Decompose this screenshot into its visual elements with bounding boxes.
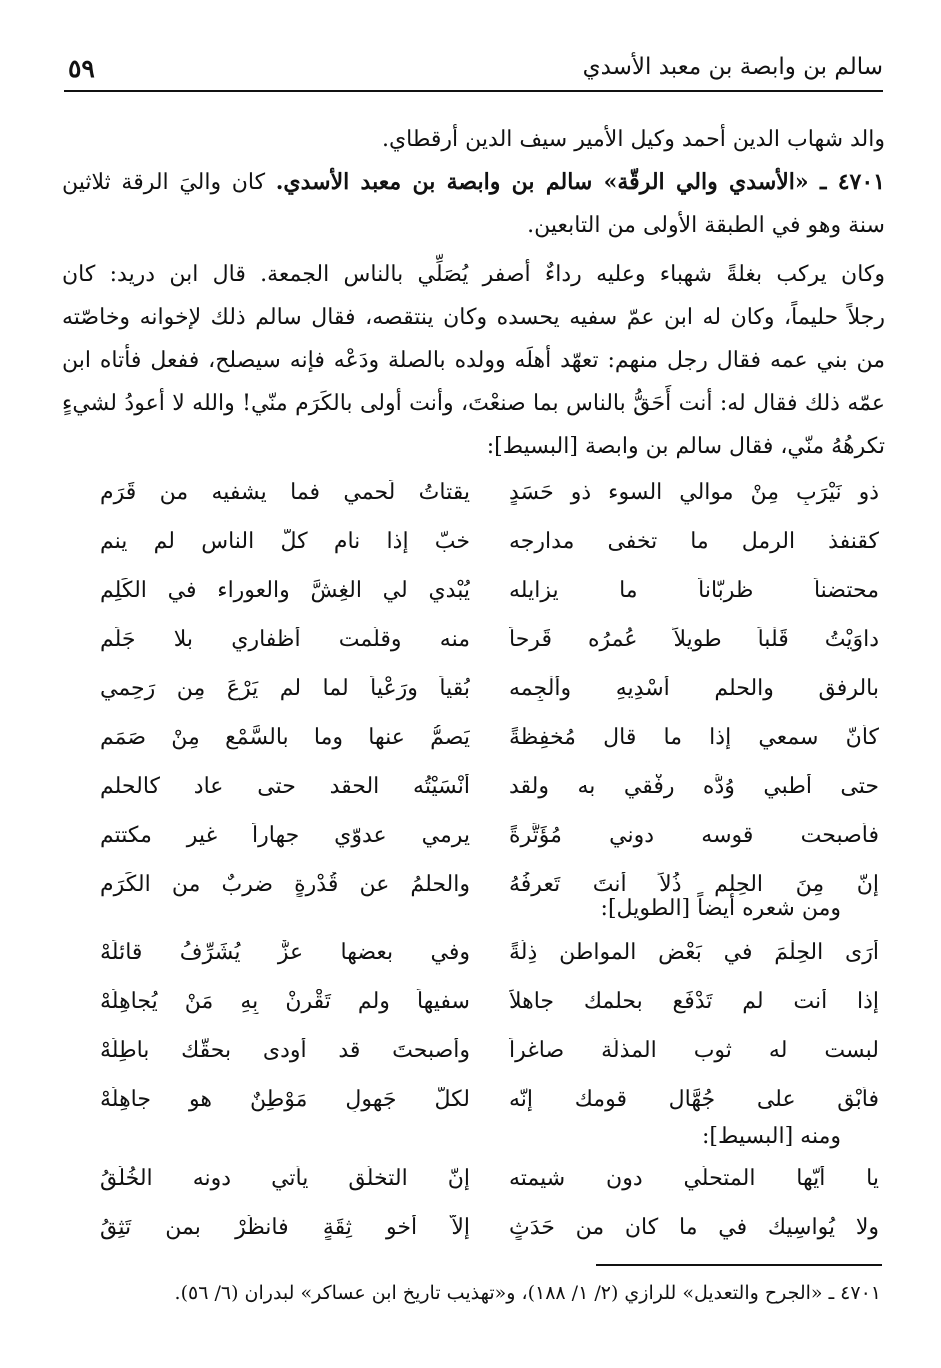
hemistich-second: يقتاتُ لَحمي فما يشفيه من قَرَمِ (100, 480, 470, 505)
hemistich-first: محتضناً ظربّاناً ما يزايله (509, 578, 879, 603)
hemistich-second: أنْسَيْتُه الحقد حتى عاد كالحلم (100, 774, 470, 799)
footnote: ٤٧٠١ ـ «الجرح والتعديل» للرازي (٢/ ١/ ١٨٨)، و«تهذيب تاريخ ابن عساكر» لبدران (٦/ ٥٦). (174, 1282, 881, 1304)
verse (100, 774, 879, 823)
paragraph-line: من بني عمه فقال رجل منهم: تعهّد أهلَه وولده بالصلة ودَعْه فإنه سيصلح، ففعل فأتاه ابن (62, 348, 885, 373)
text-line: سنة وهو في الطبقة الأولى من التابعين. (527, 213, 885, 238)
paragraph-line: عمّه ذلك فقال له: أنت أَحَقُّ بالناس بما صنعْتَ، وأنت أولى بالكَرَم منّي! والله لا أعودُ لشيءٍ (62, 391, 885, 416)
body-text (62, 118, 885, 468)
verse (100, 1038, 879, 1087)
hemistich-second: يَصمُّ عنها وما بالسَّمْعِ مِنْ صَمَمِ (100, 725, 470, 750)
poem-intro: ومن شعره أيضاً [الطويل]: (600, 896, 841, 921)
verse (100, 823, 879, 872)
header-title: سالم بن وابصة بن معبد الأسدي (582, 54, 883, 80)
hemistich-second: يرمي عدوّي جهاراً غير مكتتم (100, 823, 470, 848)
hemistich-second: منه وقلّمت أظفاري بلا جَلَمِ (100, 627, 470, 652)
hemistich-first: كقنفذ الرمل ما تخفى مدارجه (509, 529, 879, 554)
verse (100, 480, 879, 529)
verse (100, 578, 879, 627)
hemistich-second: لكلّ جَهولٍ مَوْطِنٌ هو جاهِلُهْ (100, 1087, 470, 1112)
hemistich-second: وأصبحتَ قد أودى بحقّك باطِلُهْ (100, 1038, 470, 1063)
running-header (64, 50, 883, 92)
paragraph-line: وكان يركب بغلةً شهباء وعليه رداءٌ أصفر يُصَلِّي بالناس الجمعة. قال ابن دريد: كان (62, 262, 885, 287)
hemistich-first: فأَبْقِ على جُهَّال قومك إنّه (509, 1087, 879, 1112)
hemistich-second: بُقياً ورَعْياً لما لم يَرْعَ مِن رَحِمي (100, 676, 470, 701)
hemistich-first: ولا يُواسِيك في ما كان من حَدَثٍ (509, 1215, 879, 1240)
poem-tawil (100, 940, 879, 1136)
verse (100, 627, 879, 676)
verse (100, 989, 879, 1038)
verse (100, 1215, 879, 1264)
verse (100, 529, 879, 578)
hemistich-first: فأصبحت قوسه دوني مُؤَتَّرةً (509, 823, 879, 848)
page-number: ٥٩ (68, 54, 95, 83)
hemistich-first: لبست له ثوب المذلّة صاغراً (509, 1038, 879, 1063)
hemistich-second: يُبْدي لي الغِشَّ والعوراء في الكَلِمِ (100, 578, 470, 603)
verse (100, 1166, 879, 1215)
hemistich-first: حتى أطبي وُدُّه رِفْقي به ولقد (509, 774, 879, 799)
verse (100, 725, 879, 774)
hemistich-second: إنّ التخلّق يأتي دونه الخُلُقُ (100, 1166, 470, 1191)
entry-heading: ٤٧٠١ ـ «الأسدي والي الرقّة» سالم بن وابصة بن معبد الأسدي. (275, 169, 885, 195)
hemistich-second: إلاّ أخو ثِقَةٍ فانظُرْ بمن تَثِقُ (100, 1215, 470, 1240)
poem-basit-2 (100, 1166, 879, 1264)
hemistich-first: أرَى الحِلْمَ في بَعْضِ المواطنِ ذِلَّةً (509, 940, 879, 965)
text-line: والد شهاب الدين أحمد وكيل الأمير سيف الدين أرقطاي. (381, 127, 885, 152)
poem-intro: ومنه [البسيط]: (701, 1124, 841, 1149)
paragraph-line: رجلاً حليماً، وكان له ابن عمّ سفيه يحسده وكان ينتقصه، فقال سالم ذلك لإخوانه وخاصّته (62, 305, 885, 330)
entry-text: كان واليَ الرقة ثلاثين (62, 170, 276, 195)
hemistich-second: والحلمُ عن قُدْرةٍ ضربٌ من الكَرَمِ (100, 872, 470, 897)
hemistich-first: إنّ مِنَ الحِلمِ ذُلاً أنتَ تَعرِفُهُ (509, 872, 879, 897)
footnote-divider (596, 1264, 882, 1266)
verse (100, 940, 879, 989)
hemistich-first: يا أيّها المتحلّي دون شيمته (509, 1166, 879, 1191)
entry-first-line (62, 161, 885, 204)
hemistich-second: سفيهاً ولم تَقْرِنْ بِهِ مَنْ يُجاهِلُهْ (100, 989, 470, 1014)
hemistich-first: كأنّ سمعي إذا ما قال مُخفِظةً (509, 725, 879, 750)
paragraph-line: تكرهُهُ منّي، فقال سالم بن وابصة [البسيط]: (486, 434, 885, 459)
hemistich-second: خبّ إذا نام كلّ الناس لم ينم (100, 529, 470, 554)
hemistich-first: ذو نَيْرَبٍ مِنْ موالي السوء ذو حَسَدٍ (509, 480, 879, 505)
poem-basit (100, 480, 879, 921)
hemistich-second: وفي بعضها عزٌّ يُشَرِّفُ قائلَهْ (100, 940, 470, 965)
verse (100, 676, 879, 725)
hemistich-first: داوَيْتُ قَلْباً طويلاً عُمرُه قَرِحاً (509, 627, 879, 652)
hemistich-first: إذا أنت لم تَدْفَع بحلمك جاهلاً (509, 989, 879, 1014)
hemistich-first: بالرفق والحلم أُسْدِيهِ وأُلْجِمه (509, 676, 879, 701)
